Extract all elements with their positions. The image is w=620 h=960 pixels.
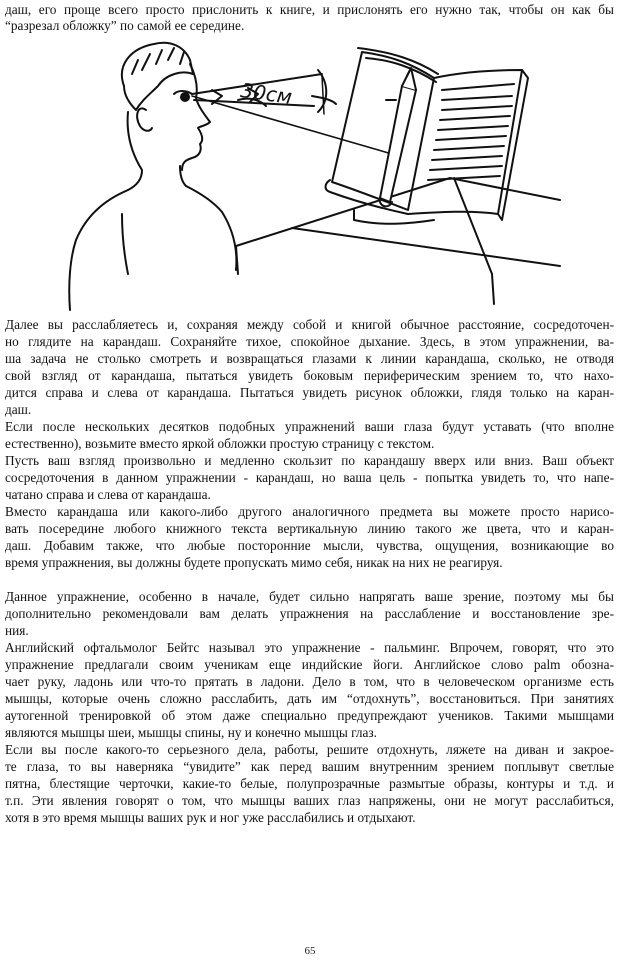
text-line: Пусть ваш взгляд произвольно и медленно скользит по карандашу вверх или вниз. Ваш объект [5,453,614,468]
page-number: 65 [304,945,316,957]
text-line: даш. Добавим также, что любые посторонние мысли, чувства, ощущения, возникающие во [5,538,614,553]
text-line: аутогенной тренировкой об этом даже специально предупреждают учеников. Такими мышцами [5,708,614,723]
text-line: время упражнения, вы должны будете пропускать мимо себя, никак на них не реагируя. [5,555,503,570]
text-line: чатано справа и слева от карандаша. [5,487,211,502]
text-line: являются мышцы шеи, мышцы спины, ну и конечно мышцы глаз. [5,725,377,740]
text-line: ния. [5,623,29,638]
text-line: “разрезал обложку” по самой ее середине. [5,18,245,33]
text-line: свой взгляд от карандаша, пытаться увидеть боковым периферическим зрением то, что нахо- [5,368,614,383]
text-line: мышцы, которые очень сложно расслабить, дать им “отдохнуть”, восстановиться. При занятиях [5,691,614,706]
sketch-illustration [62,34,562,312]
text-line: пятна, блестящие черточки, какие-то белые, полупрозрачные размытые образы, контуры и т.д. и [5,776,614,791]
text-line: но глядите на карандаш. Сохраняйте тихое, спокойное дыхание. Здесь, в этом упражнении, ва- [5,334,614,349]
text-line: ша задача не столько смотреть и возвращаться глазами к линии карандаша, сколько, не отводя [5,351,614,366]
text-line: Вместо карандаша или какого-либо другого аналогичного предмета вы можете просто нарисо- [5,504,614,519]
text-line: Данное упражнение, особенно в начале, будет сильно напрягать ваше зрение, поэтому мы бы [5,589,614,604]
text-line: хотя в это время мышцы ваших рук и ног уже расслабились и отдыхают. [5,810,416,825]
text-line: Если вы после какого-то серьезного дела, работы, решите отдохнуть, ляжете на диван и закрое- [5,742,614,757]
text-line: даш, его проще всего просто прислонить к книге, и прислонять его нужно так, чтобы он как бы [5,2,614,17]
text-line: сосредоточения в данном упражнении - карандаш, но ваша цель - попытка увидеть то, что напе- [5,470,614,485]
text-line: естественно), возьмите вместо яркой обложки простую страницу с текстом. [5,436,435,451]
text-line: те глаза, то вы наверняка “увидите” как перед вашим внутренним зрением поплывут светлые [5,759,614,774]
text-line: даш. [5,402,32,417]
text-line: Если после нескольких десятков подобных упражнений ваши глаза будут уставать (что вполне [5,419,614,434]
text-line: дополнительно рекомендовали вам делать упражнения на расслабление и восстановление зре- [5,606,614,621]
text-line: Английский офтальмолог Бейтс называл это упражнение - пальминг. Впрочем, говорят, что это [5,640,614,655]
text-line: вать посередине любого книжного текста вертикальную линию такого же цвета, что и каран- [5,521,614,536]
text-line: Далее вы расслабляетесь и, сохраняя между собой и книгой обычное расстояние, сосредоточен- [5,317,614,332]
text-line: т.п. Эти явления говорят о том, что мышцы ваших глаз напряжены, они не могут расслабиться, [5,793,614,808]
distance-label: 30см [239,78,294,109]
text-line: чает руку, ладонь или что-то прятать в ладони. Дело в том, что в человеческом организме есть [5,674,614,689]
text-line: дится справа и слева от карандаша. Пытаться увидеть рисунок обложки, глядя только на каран- [5,385,614,400]
text-line: упражнение предлагали своим ученикам еще индийские йоги. Английское слово palm обозна- [5,657,614,672]
